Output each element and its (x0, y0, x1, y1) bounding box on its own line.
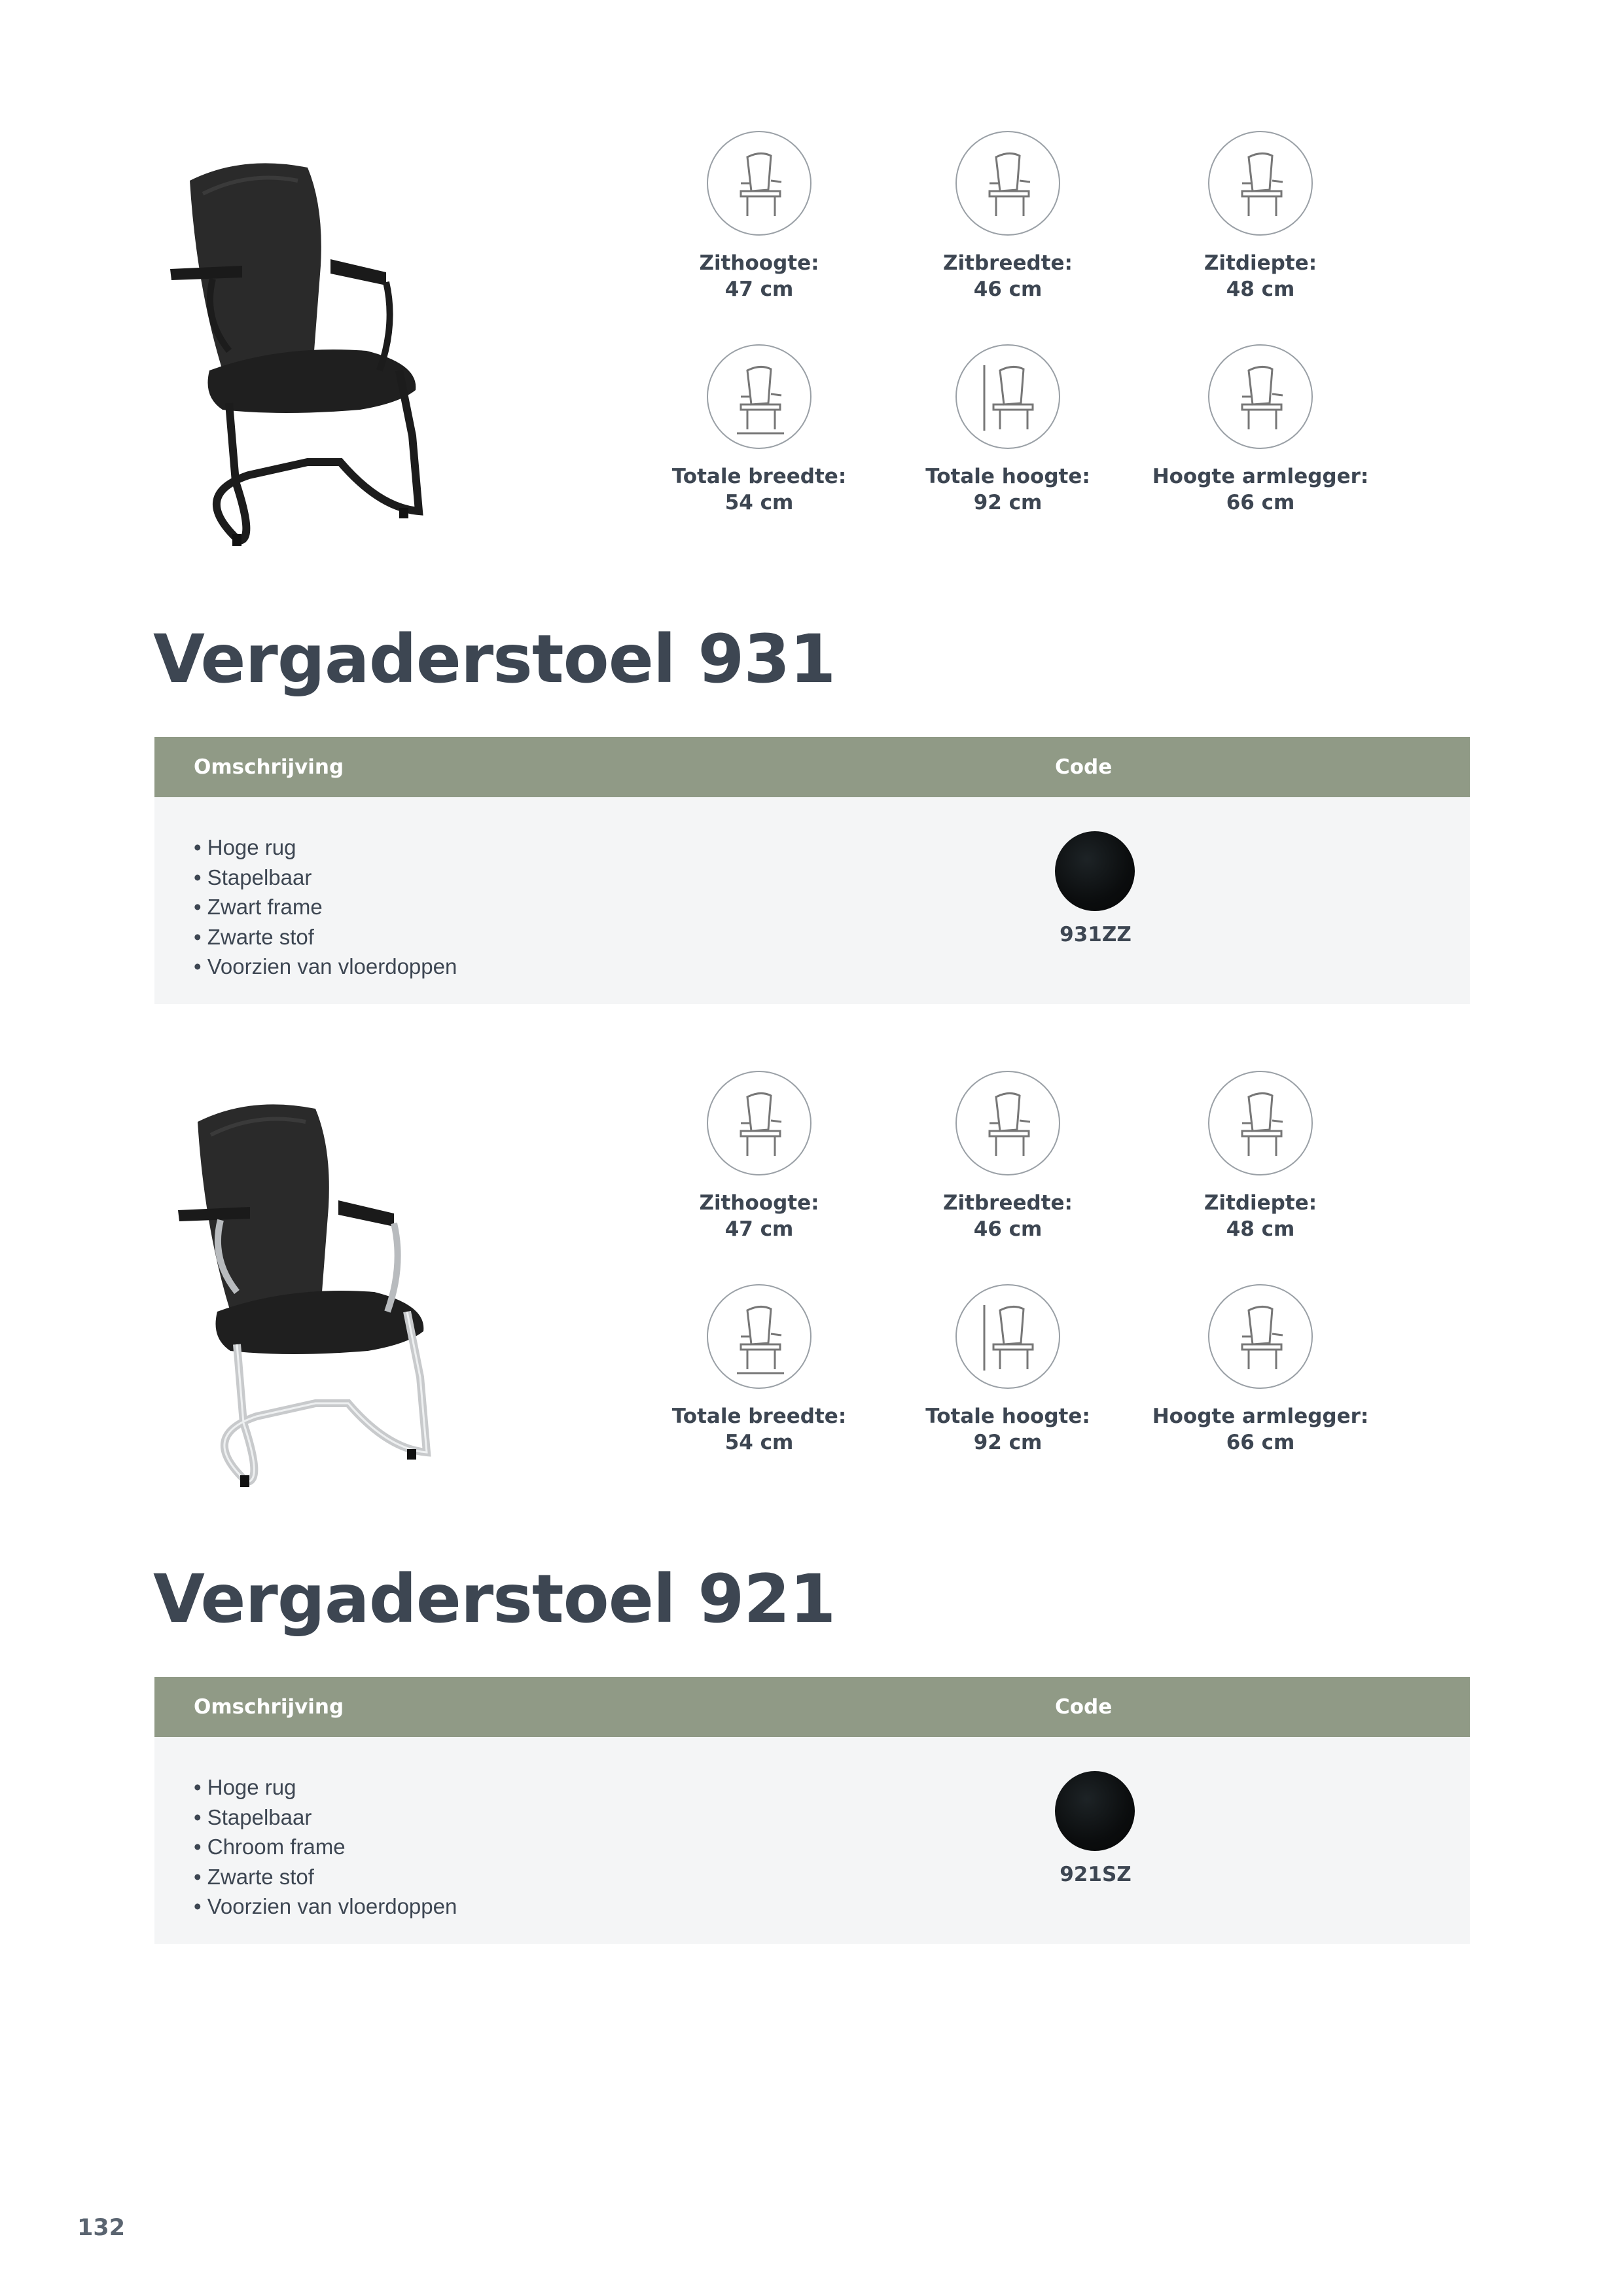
spec-label: Zithoogte: (699, 1191, 819, 1215)
seat-depth-icon (1208, 1071, 1313, 1175)
spec-value: 54 cm (724, 491, 794, 514)
spec-total-height (890, 344, 1126, 516)
spec-label: Zithoogte: (699, 251, 819, 275)
spec-total-height (890, 1284, 1126, 1456)
spec-value: 48 cm (1226, 278, 1295, 301)
seat-height-icon (707, 131, 812, 236)
spec-label: Zitbreedte: (943, 251, 1073, 275)
armrest-height-icon (1208, 1284, 1313, 1389)
product-code: 931ZZ (1060, 923, 1132, 946)
spec-label: Totale hoogte: (925, 1405, 1090, 1428)
total-width-icon (707, 1284, 812, 1389)
total-height-icon (955, 1284, 1060, 1389)
spec-label: Zitbreedte: (943, 1191, 1073, 1215)
list-item: • Stapelbaar (194, 863, 457, 893)
spec-value: 92 cm (973, 1431, 1043, 1454)
spec-value: 66 cm (1226, 491, 1295, 514)
color-swatch (1055, 1771, 1135, 1851)
seat-width-icon (955, 131, 1060, 236)
spec-value: 66 cm (1226, 1431, 1295, 1454)
list-item: • Hoge rug (194, 1772, 457, 1803)
table-header (154, 737, 1470, 797)
spec-value: 92 cm (973, 491, 1043, 514)
spec-seat-height (641, 1071, 877, 1242)
list-item: • Zwarte stof (194, 922, 457, 952)
color-swatch (1055, 831, 1135, 911)
spec-label: Hoogte armlegger: (1152, 1405, 1369, 1428)
total-width-icon (707, 344, 812, 449)
feature-list (194, 1772, 457, 1922)
spec-value: 47 cm (724, 278, 794, 301)
list-item: • Stapelbaar (194, 1803, 457, 1833)
product-section-921 (0, 940, 1623, 1961)
spec-value: 48 cm (1226, 1217, 1295, 1241)
spec-label: Zitdiepte: (1204, 251, 1317, 275)
spec-armrest-height (1143, 1284, 1378, 1456)
list-item: • Zwarte stof (194, 1862, 457, 1892)
spec-total-width (641, 344, 877, 516)
product-title: Vergaderstoel 921 (153, 1560, 836, 1638)
total-height-icon (955, 344, 1060, 449)
product-table (154, 1677, 1470, 1944)
product-title: Vergaderstoel 931 (153, 620, 836, 698)
armrest-height-icon (1208, 344, 1313, 449)
seat-width-icon (955, 1071, 1060, 1175)
spec-label: Totale breedte: (671, 1405, 847, 1428)
spec-armrest-height (1143, 344, 1378, 516)
list-item: • Chroom frame (194, 1832, 457, 1862)
spec-value: 46 cm (973, 1217, 1043, 1241)
spec-label: Totale hoogte: (925, 465, 1090, 488)
spec-seat-height (641, 131, 877, 302)
page-number: 132 (77, 2215, 126, 2241)
spec-value: 54 cm (724, 1431, 794, 1454)
product-code: 921SZ (1060, 1863, 1132, 1886)
list-item: • Hoge rug (194, 833, 457, 863)
table-header (154, 1677, 1470, 1737)
chair-photo-921 (171, 1096, 446, 1495)
spec-seat-width (890, 1071, 1126, 1242)
header-code: Code (1055, 755, 1113, 779)
spec-total-width (641, 1284, 877, 1456)
chair-photo-931 (164, 154, 438, 554)
product-section-931 (0, 0, 1623, 1021)
list-item: • Zwart frame (194, 892, 457, 922)
spec-seat-depth (1143, 1071, 1378, 1242)
spec-label: Totale breedte: (671, 465, 847, 488)
spec-value: 46 cm (973, 278, 1043, 301)
seat-depth-icon (1208, 131, 1313, 236)
spec-label: Hoogte armlegger: (1152, 465, 1369, 488)
spec-label: Zitdiepte: (1204, 1191, 1317, 1215)
list-item: • Voorzien van vloerdoppen (194, 952, 457, 982)
header-description: Omschrijving (194, 1695, 344, 1719)
spec-value: 47 cm (724, 1217, 794, 1241)
header-description: Omschrijving (194, 755, 344, 779)
spec-seat-width (890, 131, 1126, 302)
seat-height-icon (707, 1071, 812, 1175)
list-item: • Voorzien van vloerdoppen (194, 1892, 457, 1922)
header-code: Code (1055, 1695, 1113, 1719)
table-body (154, 1737, 1470, 1944)
spec-seat-depth (1143, 131, 1378, 302)
